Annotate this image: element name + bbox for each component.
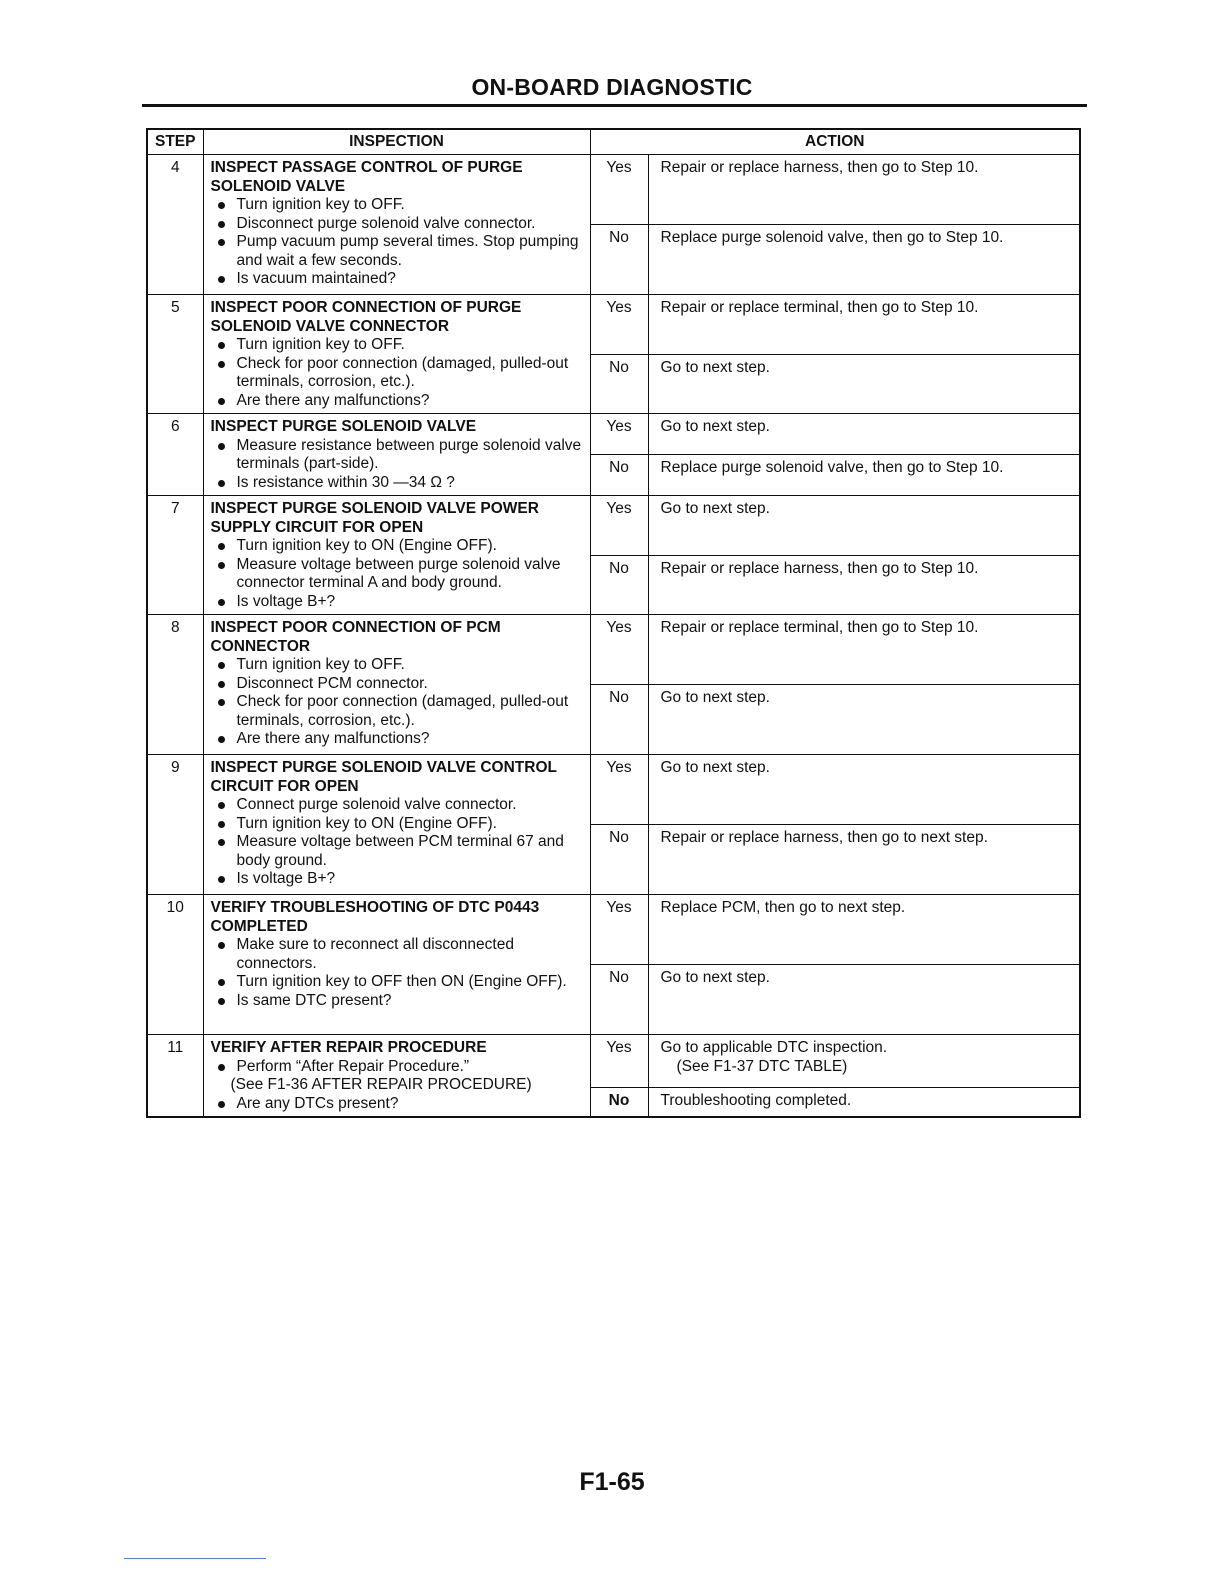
step-number: 6 [147, 414, 203, 496]
list-item: Check for poor connection (damaged, pulled-out terminals, corrosion, etc.). [211, 693, 584, 730]
list-item: Is same DTC present? [211, 992, 584, 1011]
inspection-bullets [211, 1058, 584, 1077]
list-item: Disconnect purge solenoid valve connector. [211, 215, 584, 234]
yes-action: Replace PCM, then go to next step. [648, 895, 1080, 965]
header-inspection: INSPECTION [203, 129, 590, 155]
step-number: 11 [147, 1035, 203, 1118]
list-item: Turn ignition key to ON (Engine OFF). [211, 537, 584, 556]
inspection-bullets [211, 1095, 584, 1114]
list-item: Measure resistance between purge solenoid valve terminals (part-side). [211, 437, 584, 474]
list-item: Measure voltage between purge solenoid valve connector terminal A and body ground. [211, 556, 584, 593]
list-item: Disconnect PCM connector. [211, 675, 584, 694]
step-number: 4 [147, 155, 203, 295]
inspection-title: INSPECT PURGE SOLENOID VALVE POWER SUPPLY CIRCUIT FOR OPEN [210, 500, 539, 536]
yes-action: Go to next step. [648, 414, 1080, 455]
yes-label: Yes [590, 155, 648, 225]
list-item: Is voltage B+? [211, 593, 584, 612]
no-action: Go to next step. [648, 354, 1080, 414]
table-row [147, 895, 1080, 965]
inspection-bullets [211, 437, 584, 493]
inspection-bullets [211, 656, 584, 749]
yes-label: Yes [590, 615, 648, 685]
yes-label: Yes [590, 755, 648, 825]
list-item: Is voltage B+? [211, 870, 584, 889]
table-row [147, 414, 1080, 455]
list-item: Is vacuum maintained? [211, 270, 584, 289]
inspection-title: VERIFY AFTER REPAIR PROCEDURE [210, 1039, 487, 1056]
no-action: Go to next step. [648, 965, 1080, 1035]
inspection-title: INSPECT POOR CONNECTION OF PURGE SOLENOID VALVE CONNECTOR [210, 299, 522, 335]
list-item: Check for poor connection (damaged, pulled-out terminals, corrosion, etc.). [211, 355, 584, 392]
yes-action: Go to applicable DTC inspection. [660, 1039, 888, 1056]
yes-label: Yes [590, 496, 648, 556]
inspection-cell [203, 895, 590, 1035]
inspection-cell [203, 295, 590, 414]
inspection-title: INSPECT PASSAGE CONTROL OF PURGE SOLENOID VALVE [210, 159, 523, 195]
no-label: No [590, 225, 648, 295]
list-item: Turn ignition key to OFF. [211, 656, 584, 675]
list-item: Are there any malfunctions? [211, 392, 584, 411]
no-action: Go to next step. [648, 685, 1080, 755]
no-label: No [590, 825, 648, 895]
no-label: No [590, 455, 648, 496]
yes-action: Go to next step. [648, 496, 1080, 556]
inspection-bullets [211, 336, 584, 410]
no-label: No [590, 685, 648, 755]
table-row [147, 615, 1080, 685]
inspection-cell [203, 496, 590, 615]
header-action: ACTION [590, 129, 1080, 155]
list-item: Turn ignition key to ON (Engine OFF). [211, 815, 584, 834]
inspection-title: VERIFY TROUBLESHOOTING OF DTC P0443 COMPLETED [210, 899, 540, 935]
inspection-title: INSPECT PURGE SOLENOID VALVE [210, 418, 477, 435]
footer-rule [124, 1558, 266, 1559]
list-item: Pump vacuum pump several times. Stop pumping and wait a few seconds. [211, 233, 584, 270]
diagnostic-table [146, 128, 1081, 1118]
list-item: Connect purge solenoid valve connector. [211, 796, 584, 815]
step-number: 5 [147, 295, 203, 414]
step-number: 9 [147, 755, 203, 895]
list-item: Are any DTCs present? [211, 1095, 584, 1114]
list-item: Turn ignition key to OFF. [211, 196, 584, 215]
table-row [147, 155, 1080, 225]
yes-label: Yes [590, 895, 648, 965]
list-item: Turn ignition key to OFF then ON (Engine OFF). [211, 973, 584, 992]
table-row [147, 496, 1080, 556]
list-item: Turn ignition key to OFF. [211, 336, 584, 355]
inspection-cell [203, 1035, 590, 1118]
header-step: STEP [147, 129, 203, 155]
step-number: 7 [147, 496, 203, 615]
inspection-title: INSPECT PURGE SOLENOID VALVE CONTROL CIRCUIT FOR OPEN [210, 759, 557, 795]
no-action: Replace purge solenoid valve, then go to Step 10. [648, 225, 1080, 295]
inspection-bullets [211, 936, 584, 1010]
yes-label: Yes [590, 414, 648, 455]
table-row [147, 1035, 1080, 1088]
step-number: 10 [147, 895, 203, 1035]
yes-action-reference: (See F1-37 DTC TABLE) [676, 1057, 848, 1075]
no-label: No [590, 965, 648, 1035]
list-item: Are there any malfunctions? [211, 730, 584, 749]
yes-action: Repair or replace harness, then go to Step 10. [648, 155, 1080, 225]
no-action: Troubleshooting completed. [648, 1087, 1080, 1117]
page-number: F1-65 [579, 1468, 645, 1496]
step-number: 8 [147, 615, 203, 755]
list-item: Perform “After Repair Procedure.” [211, 1058, 584, 1077]
title-rule [142, 104, 1087, 107]
page-title: ON-BOARD DIAGNOSTIC [471, 74, 753, 100]
yes-action: Go to next step. [648, 755, 1080, 825]
table-row [147, 295, 1080, 355]
table-row [147, 755, 1080, 825]
list-item: Is resistance within 30 —34 Ω ? [211, 474, 584, 493]
inspection-cell [203, 755, 590, 895]
yes-action-cell [648, 1035, 1080, 1088]
reference-note: (See F1-36 AFTER REPAIR PROCEDURE) [230, 1076, 532, 1093]
no-action: Repair or replace harness, then go to Step 10. [648, 555, 1080, 615]
yes-action: Repair or replace terminal, then go to Step 10. [648, 615, 1080, 685]
no-label: No [590, 1087, 648, 1117]
yes-label: Yes [590, 1035, 648, 1088]
inspection-bullets [211, 796, 584, 889]
no-action: Replace purge solenoid valve, then go to Step 10. [648, 455, 1080, 496]
no-label: No [590, 555, 648, 615]
inspection-bullets [211, 196, 584, 289]
inspection-cell [203, 414, 590, 496]
inspection-cell [203, 615, 590, 755]
table-header-row [147, 129, 1080, 155]
inspection-cell [203, 155, 590, 295]
no-label: No [590, 354, 648, 414]
inspection-bullets [211, 537, 584, 611]
inspection-title: INSPECT POOR CONNECTION OF PCM CONNECTOR [210, 619, 501, 655]
yes-label: Yes [590, 295, 648, 355]
no-action: Repair or replace harness, then go to next step. [648, 825, 1080, 895]
list-item: Make sure to reconnect all disconnected connectors. [211, 936, 584, 973]
yes-action: Repair or replace terminal, then go to Step 10. [648, 295, 1080, 355]
list-item: Measure voltage between PCM terminal 67 and body ground. [211, 833, 584, 870]
